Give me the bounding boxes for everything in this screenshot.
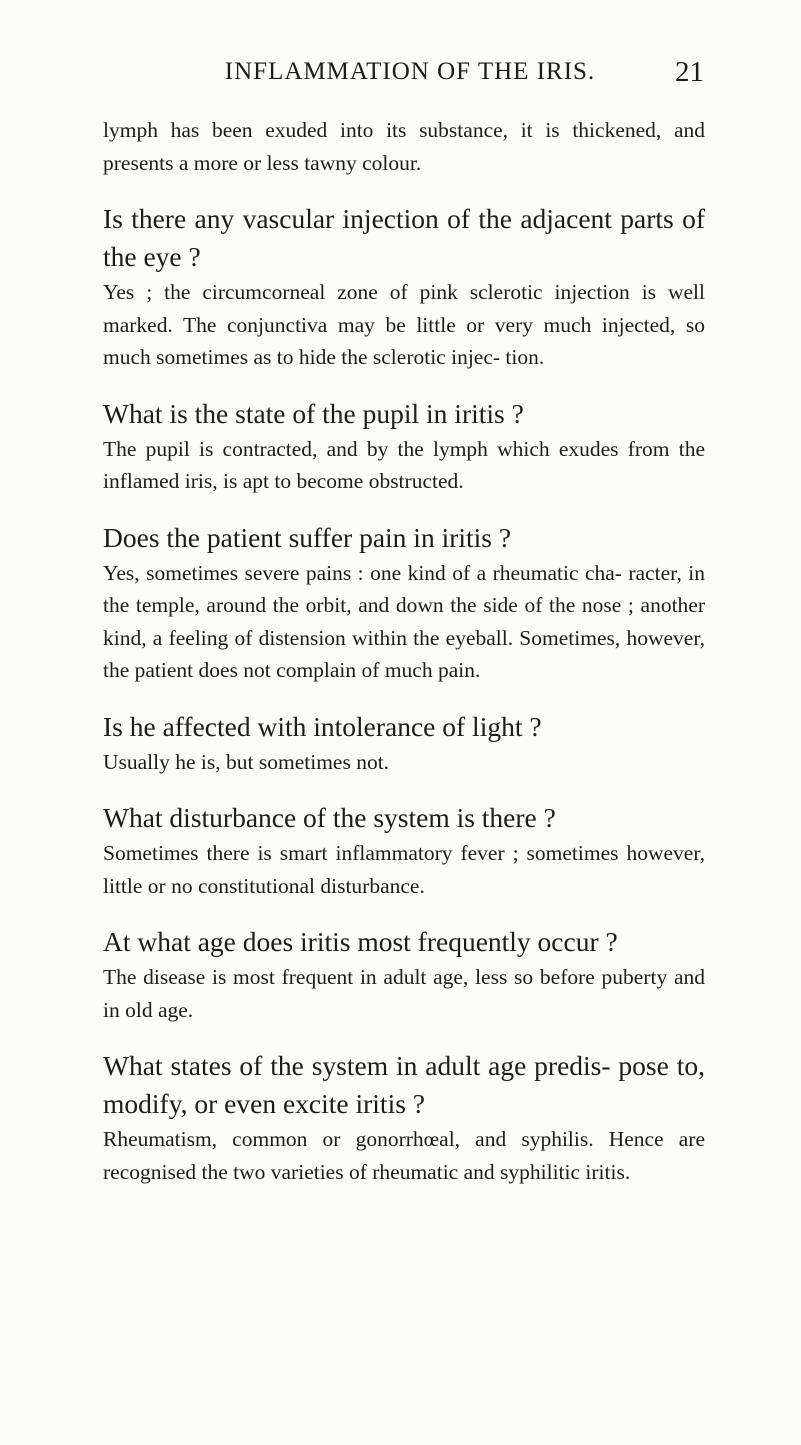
answer-1: Yes ; the circumcorneal zone of pink sclerotic injection is well marked. The conjunctiva may be little or very much injected, so much sometimes as to hide the sclerotic injec- tion. <box>103 280 705 369</box>
question-2: What is the state of the pupil in iritis ? <box>103 397 524 429</box>
answer-4: Usually he is, but sometimes not. <box>103 749 390 774</box>
question-7: What states of the system in adult age predis- pose to, modify, or even excite iritis ? <box>103 1050 705 1119</box>
question-6: At what age does iritis most frequently occur ? <box>103 926 618 957</box>
page-body <box>103 114 705 1188</box>
answer-5: Sometimes there is smart inflammatory fever ; sometimes however, little or no constitutional disturbance. <box>103 841 705 898</box>
answer-2: The pupil is contracted, and by the lymph which exudes from the inflamed iris, is apt to become obstructed. <box>103 436 705 493</box>
continuation-paragraph: lymph has been exuded into its substance, it is thickened, and presents a more or less tawny colour. <box>103 118 705 175</box>
answer-6: The disease is most frequent in adult age, less so before puberty and in old age. <box>103 965 705 1022</box>
page-number: 21 <box>675 56 704 88</box>
answer-7: Rheumatism, common or gonorrhœal, and syphilis. Hence are recognised the two varieties of rheumatic and syphilitic iritis. <box>103 1127 705 1184</box>
answer-3: Yes, sometimes severe pains : one kind of a rheumatic cha- racter, in the temple, around the orbit, and down the side of the nose ; another kind, a feeling of distension within the eyeball. Sometimes, however, the patient does not complain of much pain. <box>103 560 705 682</box>
running-head: INFLAMMATION OF THE IRIS. <box>224 58 596 85</box>
question-3: Does the patient suffer pain in iritis ? <box>103 521 512 553</box>
question-5: What disturbance of the system is there ? <box>103 802 556 833</box>
question-1: Is there any vascular injection of the adjacent parts of the eye ? <box>103 203 705 272</box>
question-4: Is he affected with intolerance of light ? <box>103 710 542 742</box>
